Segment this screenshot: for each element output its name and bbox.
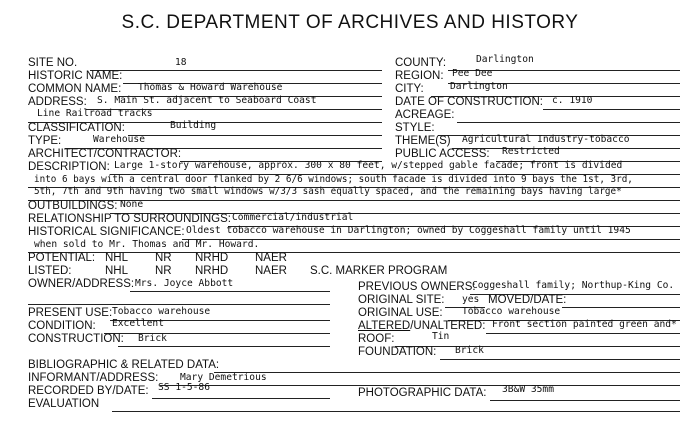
region-label: REGION: (395, 70, 444, 82)
outbuildings-label: OUTBUILDINGS: (28, 200, 118, 212)
altered-label-rest: /UNALTERED: (410, 320, 486, 332)
owner-line-2 (28, 304, 330, 305)
description-text-2: into 6 bays with a central door flanked by 2 6/6 windows; south facade is divided into 9 bays the 1st, 3rd, (34, 174, 633, 185)
bibliographic-line (214, 372, 680, 373)
public-access-label: PUBLIC ACCESS: (395, 148, 490, 160)
classification-line (128, 135, 382, 136)
informant-value: Mary Demetrious (180, 372, 267, 383)
potential-nhl: NHL (105, 252, 129, 264)
form-title: S.C. DEPARTMENT OF ARCHIVES AND HISTORY (121, 12, 579, 33)
photographic-label: PHOTOGRAPHIC DATA: (358, 387, 487, 399)
significance-text-2: when sold to Mr. Thomas and Mr. Howard. (34, 239, 260, 250)
original-site-label: ORIGINAL SITE: (358, 294, 445, 306)
significance-text-1: Oldest tobacco warehouse in Darlington; owned by Coggeshall family until 1945 (186, 225, 631, 236)
foundation-value: Brick (455, 345, 484, 356)
foundation-line (440, 359, 680, 360)
evaluation-label: EVALUATION (28, 398, 100, 410)
listed-nr: NR (155, 265, 172, 277)
potential-naer: NAER (255, 252, 287, 264)
altered-label (358, 320, 485, 333)
roof-label: ROOF: (358, 333, 395, 345)
architect-label: ARCHITECT/CONTRACTOR: (28, 148, 182, 160)
site-no-label: SITE NO. (28, 57, 78, 69)
outbuildings-value: None (120, 199, 144, 210)
site-no-line (90, 70, 382, 71)
acreage-line (457, 122, 680, 123)
region-value: Pee Dee (452, 68, 493, 79)
altered-label-underlined: ALTERED (358, 320, 411, 332)
bibliographic-label: BIBLIOGRAPHIC & RELATED DATA: (28, 359, 220, 371)
altered-value: Front section painted green and* (492, 319, 677, 330)
listed-label: LISTED: (28, 265, 72, 277)
acreage-label: ACREAGE: (395, 109, 455, 121)
altered-line (486, 333, 680, 334)
condition-value: Excellent (112, 318, 164, 329)
listed-nhl: NHL (105, 265, 129, 277)
style-label: STYLE: (395, 122, 435, 134)
surroundings-value: Commercial/industrial (232, 212, 354, 223)
informant-label: INFORMANT/ADDRESS: (28, 372, 159, 384)
photographic-line (490, 400, 680, 401)
original-use-value: Tobacco warehouse (462, 306, 561, 317)
public-access-value: Restricted (502, 146, 560, 157)
type-value: Warehouse (93, 134, 145, 145)
themes-value: Agricultural Industry-tobacco (462, 134, 630, 145)
classification-value: Building (170, 120, 217, 131)
address-label: ADDRESS: (28, 96, 87, 108)
address-value-2: Line Railroad tracks (37, 108, 153, 119)
common-name-value: Thomas & Howard Warehouse (138, 82, 283, 93)
city-label: CITY: (395, 83, 424, 95)
classification-label: CLASSIFICATION: (28, 122, 125, 134)
surroundings-label: RELATIONSHIP TO SURROUNDINGS: (28, 213, 231, 225)
description-text-3: 5th, 7th and 9th having two small windows w/3/3 sash equally spaced, and the remaining bays having large* (34, 186, 622, 197)
type-label: TYPE: (28, 135, 62, 147)
date-of-construction-line (543, 109, 680, 110)
recorded-by-value: SS 1-5-86 (158, 382, 210, 393)
county-label: COUNTY: (395, 57, 447, 69)
historic-name-label: HISTORIC NAME: (28, 70, 123, 82)
significance-label: HISTORICAL SIGNIFICANCE: (28, 226, 185, 238)
condition-label: CONDITION: (28, 320, 96, 332)
common-name-label: COMMON NAME: (28, 83, 122, 95)
roof-value: Tin (432, 331, 450, 342)
roof-line (395, 346, 680, 347)
recorded-by-label: RECORDED BY/DATE: (28, 385, 149, 397)
listed-naer: NAER (255, 265, 287, 277)
potential-nrhd: NRHD (195, 252, 229, 264)
description-label: DESCRIPTION: (28, 161, 110, 173)
listed-nrhd: NRHD (195, 265, 229, 277)
construction-value: Brick (138, 333, 167, 344)
marker-program-label: S.C. MARKER PROGRAM (310, 265, 448, 277)
moved-date-label: MOVED/DATE: (488, 294, 567, 306)
construction-label: CONSTRUCTION: (28, 333, 124, 345)
present-use-label: PRESENT USE: (28, 307, 113, 319)
description-text-1: Large 1-story warehouse, approx. 300 x 80 feet, w/stepped gable facade; front is divided (114, 160, 623, 171)
present-use-value: Tobacco warehouse (112, 306, 211, 317)
construction-line (118, 346, 330, 347)
themes-label: THEME(S) (395, 135, 451, 147)
date-of-construction-value: c. 1910 (552, 95, 593, 106)
previous-owners-label: PREVIOUS OWNERS: (358, 281, 476, 293)
site-no-value: 18 (175, 57, 187, 68)
recorded-by-line (152, 398, 330, 399)
informant-line (160, 385, 680, 386)
previous-owners-value: Coggeshall family; Northup-King Co. (472, 280, 675, 291)
county-value: Darlington (476, 54, 534, 65)
foundation-label: FOUNDATION: (358, 346, 437, 358)
original-site-value: yes (462, 294, 480, 305)
owner-label: OWNER/ADDRESS: (28, 278, 135, 290)
potential-nr: NR (155, 252, 172, 264)
address-value: S. Main St. adjacent to Seaboard Coast (97, 95, 317, 106)
evaluation-line (112, 411, 680, 412)
photographic-value: 3B&W 35mm (502, 384, 554, 395)
owner-value: Mrs. Joyce Abbott (135, 278, 234, 289)
city-value: Darlington (450, 81, 508, 92)
potential-label: POTENTIAL: (28, 252, 96, 264)
original-use-label: ORIGINAL USE: (358, 307, 443, 319)
moved-date-line (562, 307, 680, 308)
owner-line (130, 291, 330, 292)
date-of-construction-label: DATE OF CONSTRUCTION: (395, 96, 544, 108)
